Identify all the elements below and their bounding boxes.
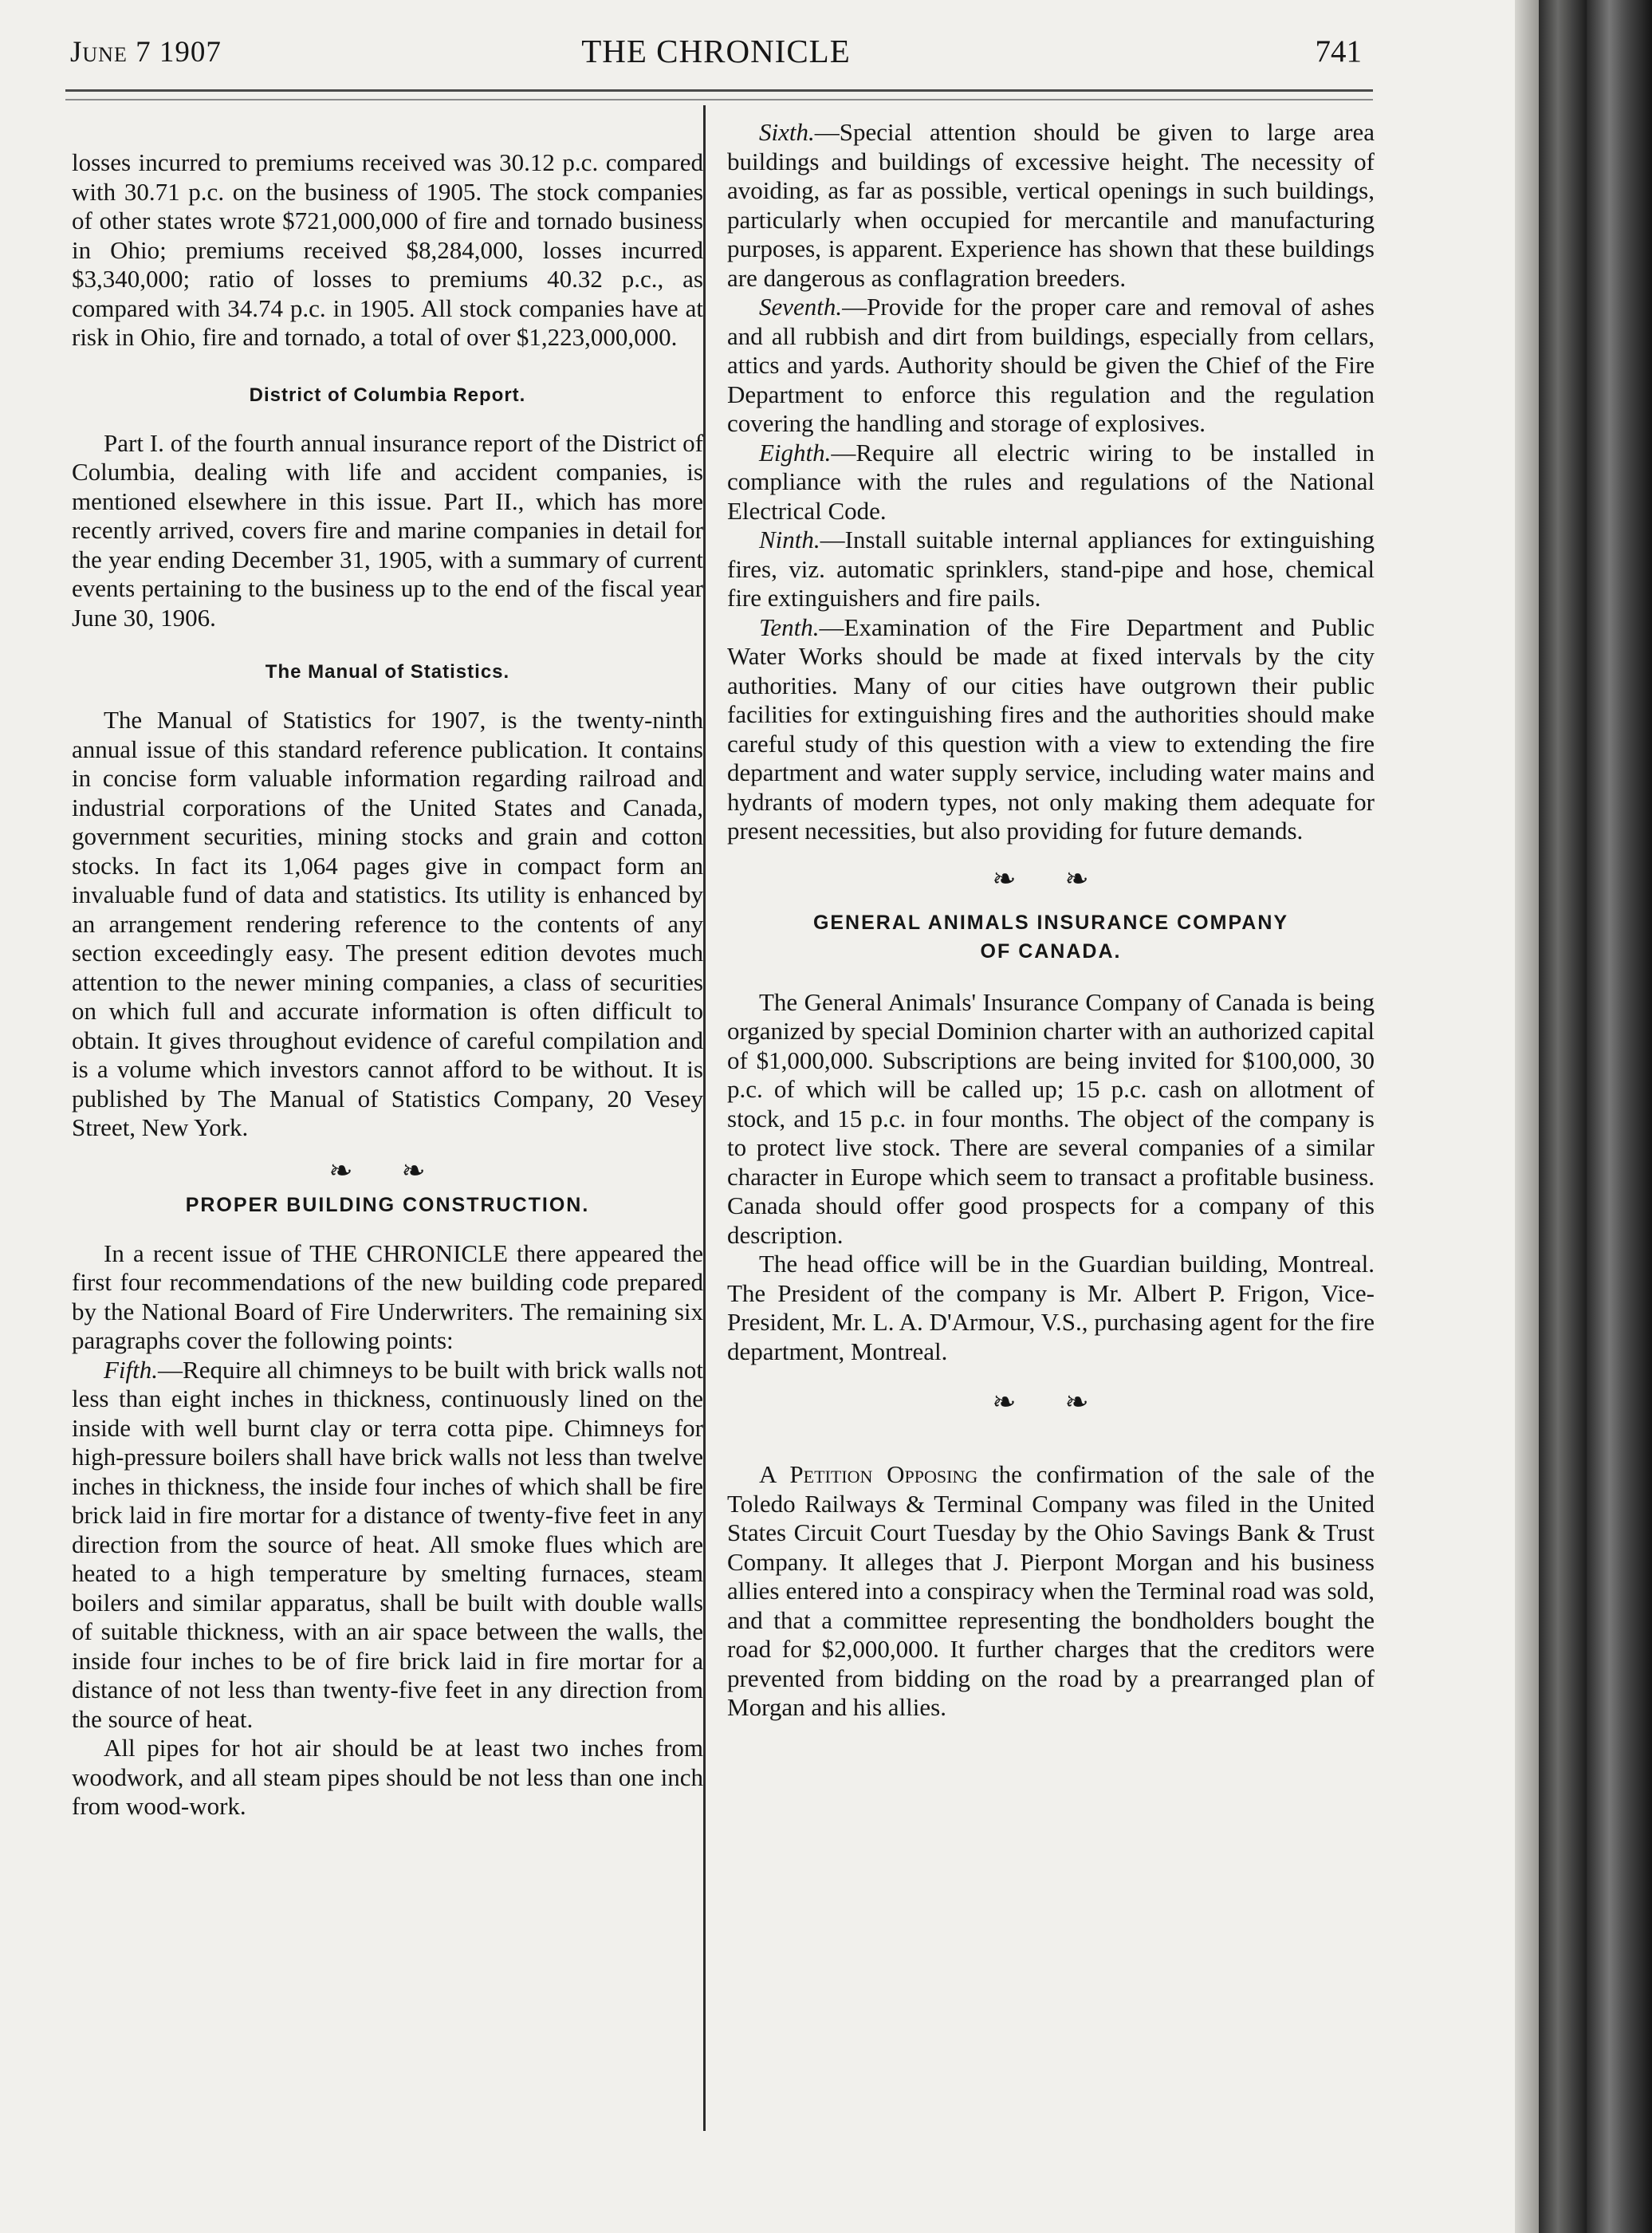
seventh-text: —Provide for the proper care and removal of ashes and all rubbish and dirt from buildings, especially from cellars, attics and yards. Authority should be given the Chief of the Fire Department to enforce this regulation and the regulation covering the handling and storage of explosives.	[727, 293, 1375, 437]
heading-manual-of-statistics: The Manual of Statistics.	[265, 661, 510, 683]
left-column	[72, 148, 703, 1821]
fifth-text: —Require all chimneys to be built with brick walls not less than eight inches in thickness, continuously lined on the inside with well burnt clay or terra cotta pipe. Chimneys for high-pressure boilers shall have brick walls not less than twelve inches in thickness, the inside four inches of which shall be fire brick laid in fire mortar for a distance of twenty-five feet in any direction from the source of heat. All smoke flues which are heated to a high temperature by smelting furnaces, steam boilers and similar apparatus, shall be built with double walls of suitable thickness, with an air space between the walls, the inside four inches to be of fire brick laid in fire mortar for a distance of not less than twenty-five feet in any direction from the source of heat.	[72, 1355, 703, 1733]
general-animals-paragraph: The General Animals' Insurance Company of Canada is being organized by special Dominion charter with an authorized capital of $1,000,000. Subscriptions are being invited for $100,000, 30 p.c. of which will be called up; 15 p.c. cash on allotment of stock, and 15 p.c. in four months. The object of the company is to protect live stock. There are several companies of a similar character in Europe which seem to transact a profitable business. Canada should offer good prospects for a company of this description.	[727, 987, 1375, 1249]
column-divider	[703, 105, 706, 2131]
eighth-text: —Require all electric wiring to be installed in compliance with the rules and regulations of the National Electrical Code.	[727, 438, 1375, 525]
header-date: June 7 1907	[70, 36, 222, 69]
heading-general-animals-line-2: OF CANADA.	[980, 939, 1122, 963]
page-edge-shadow	[1515, 0, 1539, 2233]
fifth-paragraph	[72, 1356, 703, 1735]
tenth-paragraph	[727, 613, 1375, 846]
tenth-label: Tenth.	[759, 612, 820, 641]
sixth-text: —Special attention should be given to large area buildings and buildings of excessive height. The necessity of avoiding, as far as possible, vertical openings in such buildings, particularly when occupied for mercantile and manufacturing purposes, is apparent. Experience has shown that these buildings are dangerous as conflagration breeders.	[727, 118, 1375, 292]
petition-text: the confirmation of the sale of the Toledo Railways & Terminal Company was filed in the United States Circuit Court Tuesday by the Ohio Savings Bank & Trust Company. It alleges that J. Pierpont Morgan and his business allies entered into a conspiracy when the Terminal road was sold, and that a committee representing the bondholders bought the road for $2,000,000. It further charges that the creditors were prevented from bidding on the road by a prearranged plan of Morgan and his allies.	[727, 1460, 1375, 1721]
fifth-label: Fifth.	[104, 1355, 159, 1384]
sixth-label: Sixth.	[759, 118, 815, 146]
petition-lead: A Petition Opposing	[759, 1460, 978, 1488]
ornament-fleurons-2: ❧ ❧	[992, 1386, 1110, 1418]
heading-district-of-columbia: District of Columbia Report.	[249, 384, 526, 406]
seventh-paragraph	[727, 293, 1375, 439]
book-spine-edge	[1587, 0, 1652, 2233]
eighth-paragraph	[727, 439, 1375, 526]
building-intro-paragraph: In a recent issue of THE CHRONICLE there appeared the first four recommendations of the new building code prepared by the National Board of Fire Underwriters. The remaining six paragraphs cover the following points:	[72, 1239, 703, 1354]
ninth-paragraph	[727, 526, 1375, 613]
right-column	[727, 118, 1375, 1723]
heading-general-animals-line-1: GENERAL ANIMALS INSURANCE COMPANY	[812, 911, 1289, 934]
ninth-label: Ninth.	[759, 526, 820, 553]
sixth-paragraph	[727, 118, 1375, 293]
running-header	[70, 32, 1362, 80]
district-of-columbia-paragraph: Part I. of the fourth annual insurance report of the District of Columbia, dealing with life and accident companies, is mentioned elsewhere in this issue. Part II., which has more recently arrived, covers fire and marine companies in detail for the year ending December 31, 1905, with a summary of current events pertaining to the business up to the end of the fiscal year June 30, 1906.	[72, 428, 703, 632]
header-rule	[65, 89, 1373, 92]
head-office-paragraph: The head office will be in the Guardian building, Montreal. The President of the company is Mr. Albert P. Frigon, Vice-President, Mr. L. A. D'Armour, V.S., purchasing agent for the fire department, Montreal.	[727, 1250, 1375, 1365]
ornament-fleurons: ❧ ❧	[328, 1154, 446, 1187]
heading-general-animals-insurance	[727, 908, 1375, 966]
ninth-text: —Install suitable internal appliances for extinguishing fires, viz. automatic sprinklers, stand-pipe and hose, chemical fire extinguishers and fire pails.	[727, 526, 1375, 612]
ohio-paragraph: losses incurred to premiums received was 30.12 p.c. compared with 30.71 p.c. on the business of 1905. The stock companies of other states wrote $721,000,000 of fire and tornado business in Ohio; premiums received $8,284,000, losses incurred $3,340,000; ratio of losses to premiums 40.32 p.c., as compared with 34.74 p.c. in 1905. All stock companies have at risk in Ohio, fire and tornado, a total of over $1,223,000,000.	[72, 148, 703, 351]
book-binding-edge	[1539, 0, 1587, 2233]
tenth-text: —Examination of the Fire Department and Public Water Works should be made at fixed intervals by the city authorities. Many of our cities have outgrown their public facilities for extinguishing fires and the authorities should make careful study of this question with a view to extending the fire department and water supply service, including water mains and hydrants of modern types, not only making them adequate for present necessities, but also providing for future demands.	[727, 612, 1375, 845]
header-rule-thin	[65, 99, 1373, 100]
page-number: 741	[1315, 34, 1362, 69]
heading-proper-building-construction: PROPER BUILDING CONSTRUCTION.	[185, 1193, 590, 1216]
pipes-paragraph: All pipes for hot air should be at least two inches from woodwork, and all steam pipes should be not less than one inch from wood-work.	[72, 1734, 703, 1820]
petition-paragraph	[727, 1460, 1375, 1723]
seventh-label: Seventh.	[759, 293, 843, 321]
manual-of-statistics-paragraph: The Manual of Statistics for 1907, is the twenty-ninth annual issue of this standard reference publication. It contains in concise form valuable information regarding railroad and industrial corporations of the United States and Canada, government securities, mining stocks and grain and cotton stocks. In fact its 1,064 pages give in compact form an invaluable fund of data and statistics. Its utility is enhanced by an arrangement rendering reference to the contents of any section exceedingly easy. The present edition devotes much attention to the newer mining companies, a class of securities on which full and accurate information is often difficult to obtain. It gives throughout evidence of careful compilation and is a volume which investors cannot afford to be without. It is published by The Manual of Statistics Company, 20 Vesey Street, New York.	[72, 706, 703, 1141]
header-title: THE CHRONICLE	[581, 33, 851, 69]
eighth-label: Eighth.	[759, 438, 832, 467]
ornament-fleurons-1: ❧ ❧	[992, 862, 1110, 895]
